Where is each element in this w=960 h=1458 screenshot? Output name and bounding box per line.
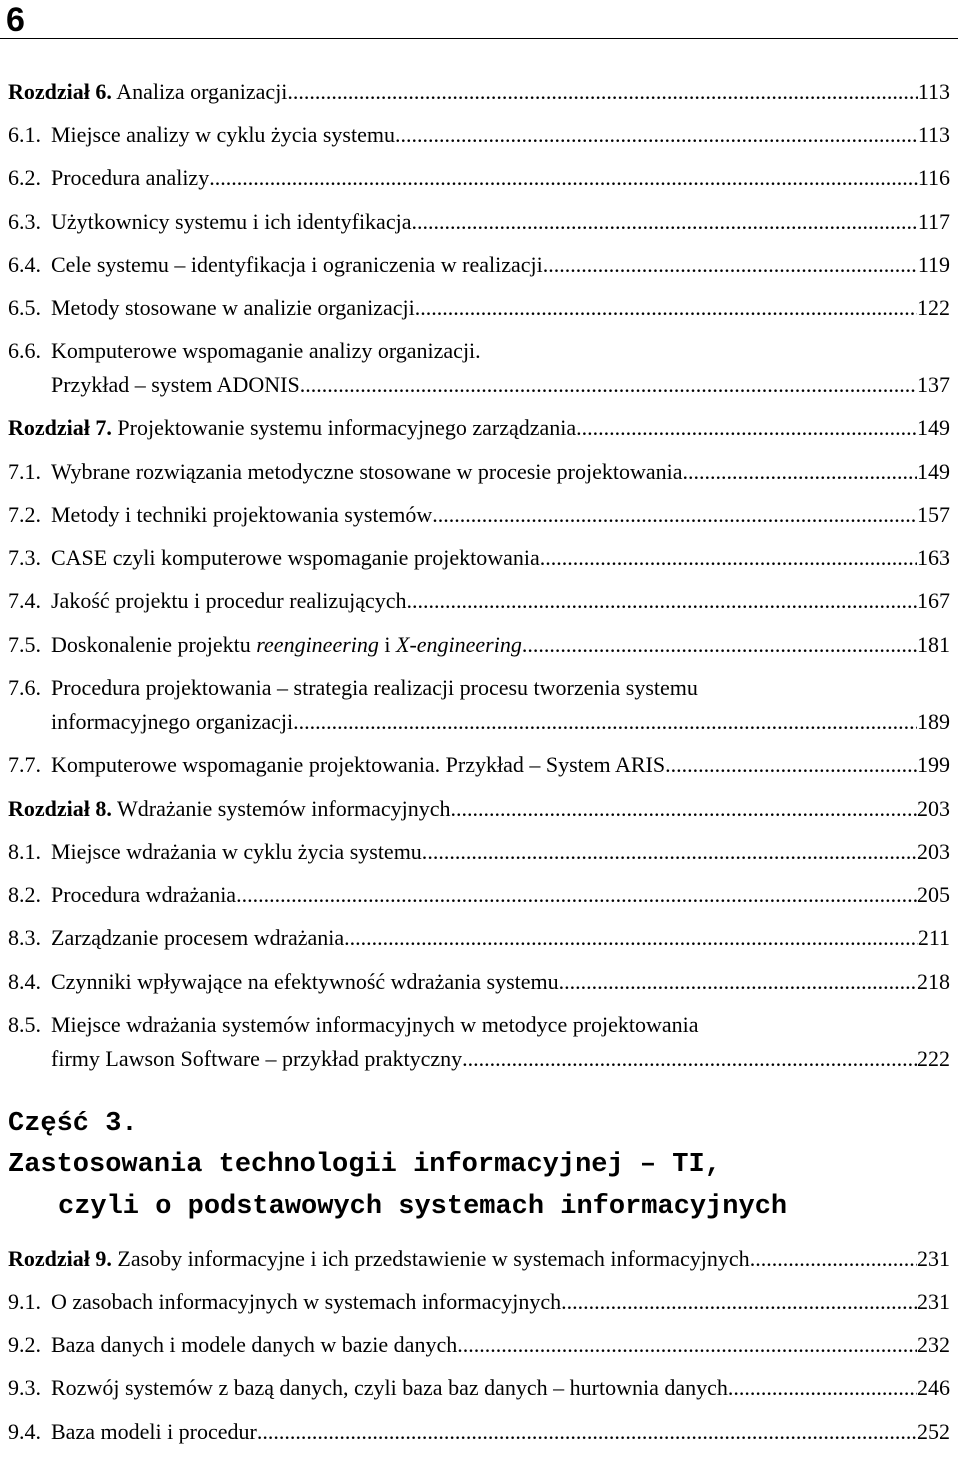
section-title: Miejsce analizy w cyklu życia systemu. [51, 122, 401, 147]
page-ref: 231 [917, 1289, 950, 1314]
italic-term: reengineering [256, 632, 379, 657]
entry-label [8, 459, 683, 485]
section-number: 8.2. [8, 882, 41, 907]
page-ref: 203 [917, 839, 950, 864]
section-title: Miejsce wdrażania systemów informacyjnych w metodyce projektowania [51, 1012, 699, 1037]
dot-leader [407, 588, 917, 614]
page-ref: 122 [917, 295, 950, 320]
chapter-prefix: Rozdział 7. [8, 415, 112, 440]
entry-label [8, 1375, 728, 1401]
section-number: 6.6. [8, 338, 41, 363]
chapter-prefix: Rozdział 8. [8, 796, 112, 821]
entry-label [8, 1289, 561, 1315]
section-entry [8, 752, 950, 778]
dot-leader [257, 1419, 917, 1445]
section-title: Procedura projektowania – strategia realizacji procesu tworzenia systemu [51, 675, 698, 700]
section-title: Wybrane rozwiązania metodyczne stosowane w procesie projektowania [51, 459, 683, 484]
italic-term: X-engineering [396, 632, 522, 657]
chapter-prefix: Rozdział 6. [8, 79, 112, 104]
section-number: 9.4. [8, 1419, 41, 1444]
section-entry [8, 882, 950, 908]
dot-leader [576, 415, 917, 441]
dot-leader [400, 122, 917, 148]
chapter-entry [8, 415, 950, 441]
dot-leader [728, 1375, 917, 1401]
section-entry [51, 709, 950, 735]
dot-leader [415, 295, 917, 321]
entry-label [8, 338, 481, 364]
dot-leader [287, 79, 917, 105]
section-title: Komputerowe wspomaganie projektowania. Przykład – System ARIS [51, 752, 666, 777]
page-ref: 231 [917, 1246, 950, 1271]
section-number: 8.3. [8, 925, 41, 950]
section-title: Procedura wdrażania [51, 882, 237, 907]
dot-leader [350, 925, 918, 951]
dot-leader [522, 632, 917, 658]
section-entry [8, 1375, 950, 1401]
section-entry [8, 122, 950, 148]
page-ref: 222 [917, 1046, 950, 1071]
entry-label [8, 882, 236, 908]
page-ref: 119 [917, 252, 950, 277]
part-heading: Część 3. [8, 1109, 138, 1139]
section-title: Baza danych i modele danych w bazie danych [51, 1332, 458, 1357]
dot-leader [209, 165, 918, 191]
dot-leader [456, 796, 917, 822]
entry-label [8, 252, 543, 278]
page-ref: 181 [917, 632, 950, 657]
section-entry [8, 969, 950, 995]
section-title: Metody i techniki projektowania systemów [51, 502, 433, 527]
section-entry [8, 545, 950, 571]
entry-label [8, 79, 287, 105]
entry-label [8, 295, 415, 321]
entry-label [8, 839, 427, 865]
section-number: 8.5. [8, 1012, 41, 1037]
page-ref: 199 [917, 752, 950, 777]
page-ref: 157 [917, 502, 950, 527]
chapter-entry [8, 796, 950, 822]
section-number: 6.4. [8, 252, 41, 277]
entry-label [8, 752, 665, 778]
dot-leader [683, 459, 917, 485]
dot-leader [300, 372, 917, 398]
chapter-title: Projektowanie systemu informacyjnego zarządzania [117, 415, 577, 440]
chapter-entry [8, 1246, 950, 1272]
section-number: 6.5. [8, 295, 41, 320]
section-entry [8, 502, 950, 528]
section-entry [8, 925, 950, 951]
entry-label [8, 122, 400, 148]
entry-label [8, 1246, 750, 1272]
section-title: CASE czyli komputerowe wspomaganie projektowania [51, 545, 540, 570]
section-number: 7.1. [8, 459, 41, 484]
header-rule [0, 38, 958, 39]
chapter-title: Analiza organizacji [116, 79, 288, 104]
section-entry [8, 588, 950, 614]
page-number: 6 [6, 1, 25, 39]
section-number: 8.4. [8, 969, 41, 994]
toc-entry-line [8, 675, 950, 701]
chapter-title: Wdrażanie systemów informacyjnych. [117, 796, 457, 821]
section-title: O zasobach informacyjnych w systemach informacyjnych [51, 1289, 562, 1314]
page-ref: 137 [917, 372, 950, 397]
section-number: 7.5. [8, 632, 41, 657]
page-ref: 232 [917, 1332, 950, 1357]
section-entry [8, 1419, 950, 1445]
entry-label [8, 165, 209, 191]
entry-label [8, 969, 559, 995]
page-ref: 211 [917, 925, 950, 950]
section-title: Cele systemu – identyfikacja i ograniczenia w realizacji [51, 252, 543, 277]
entry-label [8, 675, 698, 701]
chapter-prefix: Rozdział 9. [8, 1246, 112, 1271]
dot-leader [559, 969, 917, 995]
entry-label [8, 925, 350, 951]
section-title: firmy Lawson Software – przykład praktyczny [51, 1046, 463, 1071]
chapter-title: Zasoby informacyjne i ich przedstawienie w systemach informacyjnych [117, 1246, 750, 1271]
section-title: Procedura analizy [51, 165, 210, 190]
page-ref: 113 [917, 79, 950, 104]
dot-leader [665, 752, 917, 778]
section-title: Miejsce wdrażania w cyklu życia systemu. [51, 839, 428, 864]
dot-leader [432, 502, 917, 528]
entry-label [8, 1012, 699, 1038]
section-entry [8, 1289, 950, 1315]
entry-label [8, 796, 456, 822]
toc-entry-line [8, 1012, 950, 1038]
toc-entry-line [8, 338, 950, 364]
section-title: Zarządzanie procesem wdrażania. [51, 925, 350, 950]
entry-label [8, 209, 417, 235]
entry-label [8, 415, 576, 441]
dot-leader [540, 545, 917, 571]
section-number: 7.3. [8, 545, 41, 570]
dot-leader [750, 1246, 917, 1272]
section-entry [8, 1332, 950, 1358]
chapter-entry [8, 79, 950, 105]
page-ref: 149 [917, 415, 950, 440]
entry-label [51, 709, 293, 735]
section-title: Czynniki wpływające na efektywność wdrażania systemu [51, 969, 559, 994]
dot-leader [427, 839, 917, 865]
page-ref: 116 [917, 165, 950, 190]
dot-leader [457, 1332, 917, 1358]
entry-label [8, 1419, 257, 1445]
section-number: 6.3. [8, 209, 41, 234]
dot-leader [462, 1046, 917, 1072]
page-ref: 113 [917, 122, 950, 147]
entry-label [8, 588, 407, 614]
entry-label [8, 545, 540, 571]
section-entry [51, 1046, 950, 1072]
section-title-part: i [378, 632, 397, 657]
dot-leader [293, 709, 917, 735]
part-heading: czyli o podstawowych systemach informacyjnych [58, 1192, 788, 1222]
section-entry [8, 295, 950, 321]
section-number: 7.4. [8, 588, 41, 613]
entry-label [51, 1046, 462, 1072]
dot-leader [236, 882, 917, 908]
page-ref: 218 [917, 969, 950, 994]
section-title: Użytkownicy systemu i ich identyfikacja. [51, 209, 417, 234]
page-ref: 117 [917, 209, 950, 234]
page-ref: 189 [917, 709, 950, 734]
page-ref: 205 [917, 882, 950, 907]
entry-label [8, 1332, 457, 1358]
section-entry [8, 459, 950, 485]
section-number: 9.3. [8, 1375, 41, 1400]
page-ref: 203 [917, 796, 950, 821]
page-ref: 149 [917, 459, 950, 484]
dot-leader [417, 209, 918, 235]
dot-leader [543, 252, 918, 278]
section-title: Przykład – system ADONIS [51, 372, 300, 397]
section-number: 7.7. [8, 752, 41, 777]
section-number: 7.2. [8, 502, 41, 527]
section-entry [8, 252, 950, 278]
section-title: Jakość projektu i procedur realizujących [51, 588, 407, 613]
section-title: Doskonalenie projektu [51, 632, 257, 657]
section-title: Komputerowe wspomaganie analizy organizacji. [51, 338, 481, 363]
page-ref: 167 [917, 588, 950, 613]
section-title: Rozwój systemów z bazą danych, czyli baza baz danych – hurtownia danych [51, 1375, 728, 1400]
page-ref: 252 [917, 1419, 950, 1444]
section-title: informacyjnego organizacji [51, 709, 294, 734]
section-entry [8, 632, 950, 658]
section-number: 9.2. [8, 1332, 41, 1357]
part-heading: Zastosowania technologii informacyjnej – TI, [8, 1150, 721, 1180]
entry-label [51, 372, 300, 398]
section-number: 6.2. [8, 165, 41, 190]
section-number: 6.1. [8, 122, 41, 147]
entry-label [8, 502, 432, 528]
dot-leader [561, 1289, 917, 1315]
section-entry [8, 165, 950, 191]
section-number: 7.6. [8, 675, 41, 700]
page-ref: 163 [917, 545, 950, 570]
section-title: Baza modeli i procedur [51, 1419, 257, 1444]
section-number: 9.1. [8, 1289, 41, 1314]
section-entry [8, 839, 950, 865]
section-title: Metody stosowane w analizie organizacji [51, 295, 415, 320]
entry-label [8, 632, 522, 658]
page-ref: 246 [917, 1375, 950, 1400]
section-number: 8.1. [8, 839, 41, 864]
section-entry [51, 372, 950, 398]
section-entry [8, 209, 950, 235]
